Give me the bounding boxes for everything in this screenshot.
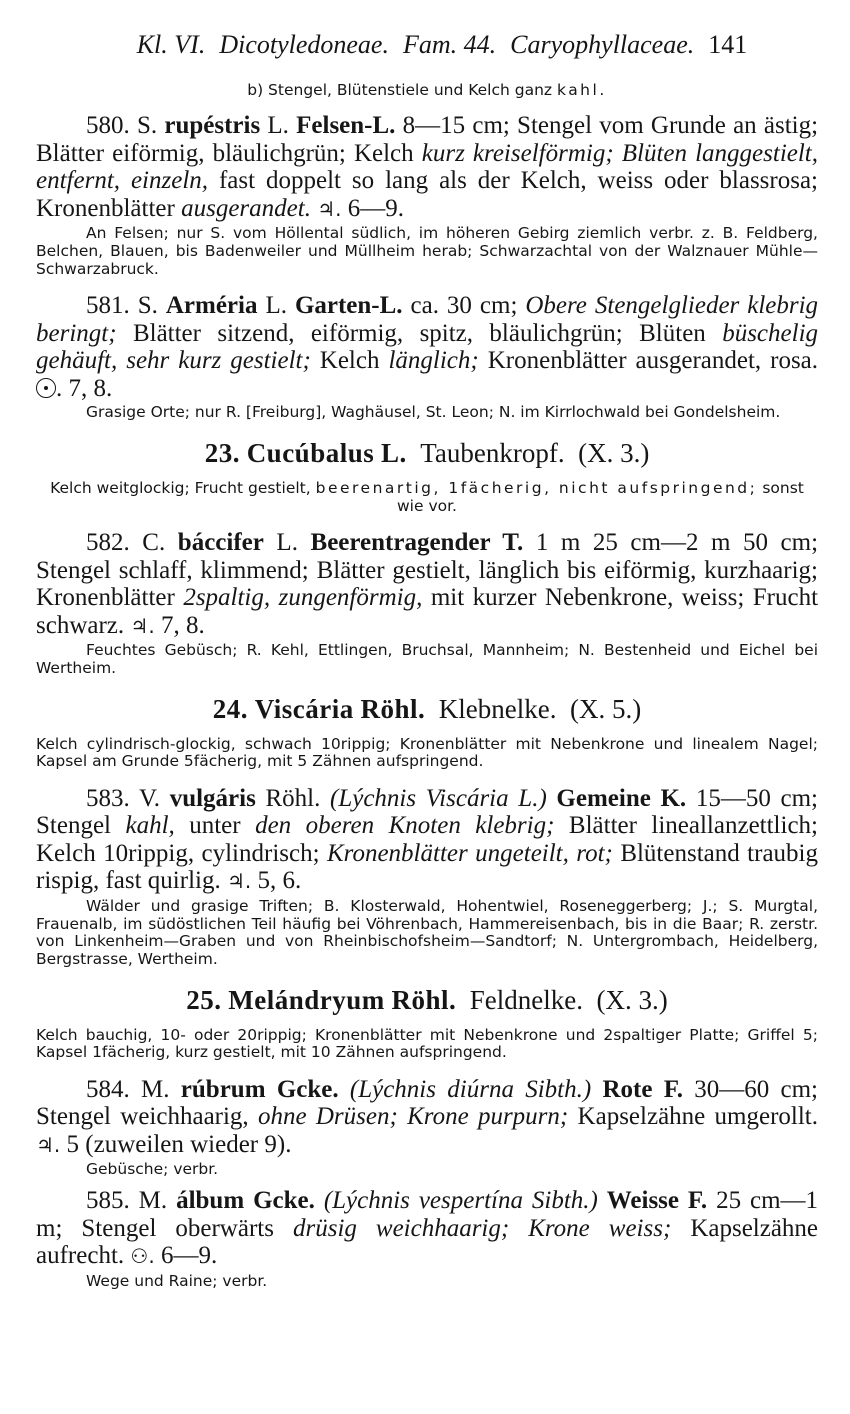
genus-description-24: Kelch cylindrisch-glockig, schwach 10rippig; Kronenblätter mit Nebenkrone und linealem Nagel; Kapsel am Grunde 5fächerig, mit 5 Zähnen aufspringend. [36, 734, 818, 771]
habitat-note-583: Wälder und grasige Triften; B. Klosterwald, Hohentwiel, Roseneggerberg; J.; S. Murgtal, Frauenalb, im südöstlichen Teil häufig bei Vöhrenbach, Hammereisenbach, bis in die Baar; R. zerstr. von Linkenheim—Graben und von Rheinbischofsheim—Sandtorf; N. Untergrombach, Heidelberg, Bergstrasse, Wertheim. [36, 896, 818, 969]
flowering-months: 6—9. [160, 1242, 218, 1270]
genus-heading-23: 23. Cucúbalus L. Taubenkropf. (X. 3.) [204, 438, 650, 469]
species-entry-580: 580. S. rupéstris L. Felsen-L. 8—15 cm; Stengel vom Grunde an ästig; Blätter eiförmig, bläulichgrün; Kelch kurz kreiselförmig; Blüten langgestielt, entfernt, einzeln, fast doppelt so lang als der Kelch, weiss oder blassrosa; Kronenblätter ausgerandet. ♃. 6—9. [36, 112, 819, 222]
species-number: 584. M. [86, 1075, 170, 1103]
common-name: Rote F. [602, 1075, 683, 1103]
species-author: L. [276, 529, 298, 557]
common-name: Felsen-L. [296, 112, 396, 139]
species-name: vulgáris [169, 784, 256, 812]
subsection-heading: b) Stengel, Blütenstiele und Kelch ganz kahl. [247, 81, 607, 99]
species-author: Röhl. [265, 784, 321, 812]
species-author: L. [267, 112, 289, 139]
header-class: Kl. VI. [136, 30, 206, 59]
flowering-months: 5, 6. [257, 867, 302, 895]
synonym: (Lýchnis diúrna Sibth.) [349, 1075, 592, 1103]
genus-common-name: Feldnelke. [469, 984, 584, 1015]
species-entry-581: 581. S. Arméria L. Garten-L. ca. 30 cm; Obere Stengelglieder klebrig beringt; Blätter sitzend, eiförmig, spitz, bläulichgrün; Blüten büschelig gehäuft, sehr kurz gestielt; Kelch länglich; Kronenblätter ausgerandet, rosa. . 7, 8. [36, 292, 819, 402]
biennial-symbol: ⚇. [130, 1244, 155, 1269]
species-author: Gcke. [276, 1075, 339, 1103]
genus-heading-24: 24. Viscária Röhl. Klebnelke. (X. 5.) [212, 693, 642, 724]
linnaean-reference: (X. 3.) [596, 984, 668, 1015]
species-entry-584: 584. M. rúbrum Gcke. (Lýchnis diúrna Sibth.) Rote F. 30—60 cm; Stengel weichhaarig, ohne Drüsen; Krone purpurn; Kapselzähne umgerollt. ♃. 5 (zuweilen wieder 9). [36, 1075, 819, 1158]
species-entry-583: 583. V. vulgáris Röhl. (Lýchnis Viscária L.) Gemeine K. 15—50 cm; Stengel kahl, unter den oberen Knoten klebrig; Blätter lineallanzettlich; Kelch 10rippig, cylindrisch; Kronenblätter ungeteilt, rot; Blütenstand traubig rispig, fast quirlig. ♃. 5, 6. [36, 784, 818, 895]
header-family: Caryophyllaceae. [510, 30, 695, 59]
species-entry-582: 582. C. báccifer L. Beerentragender T. 1 m 25 cm—2 m 50 cm; Stengel schlaff, klimmend; Blätter gestielt, länglich bis eiförmig, kurzhaarig; Kronenblätter 2spaltig, zungenförmig, mit kurzer Nebenkrone, weiss; Frucht schwarz. ♃. 7, 8. [36, 529, 819, 639]
running-header [36, 30, 818, 66]
common-name: Weisse F. [606, 1187, 708, 1215]
genus-common-name: Taubenkropf. [420, 438, 565, 469]
habitat-note-580: An Felsen; nur S. vom Höllental südlich, im höheren Gebirg ziemlich verbr. z. B. Feldberg, Belchen, Blauen, bis Badenweiler und Müllheim herab; Schwarzachtal von der Walznauer Mühle—Schwarzabruck. [36, 224, 818, 278]
linnaean-reference: (X. 5.) [569, 693, 642, 724]
species-name: Arméria [165, 292, 258, 320]
flowering-months: 7, 8. [160, 611, 205, 639]
perennial-symbol: ♃. [36, 1132, 61, 1157]
page-number: 141 [708, 30, 748, 59]
species-entry-585: 585. M. álbum Gcke. (Lýchnis vespertína Sibth.) Weisse F. 25 cm—1 m; Stengel oberwärts drüsig weichhaarig; Krone weiss; Kapselzähne aufrecht. ⚇. 6—9. [36, 1187, 819, 1270]
species-number: 583. V. [86, 784, 161, 812]
species-author: Gcke. [253, 1187, 315, 1215]
species-name: báccifer [177, 529, 264, 557]
common-name: Gemeine K. [556, 784, 687, 812]
header-group: Dicotyledoneae. [219, 30, 389, 59]
habitat-note-581: Grasige Orte; nur R. [Freiburg], Waghäusel, St. Leon; N. im Kirrlochwald bei Gondelsheim. [86, 403, 781, 422]
flowering-months: 6—9. [347, 194, 404, 222]
perennial-symbol: ♃. [226, 869, 252, 894]
genus-description-25: Kelch bauchig, 10- oder 20rippig; Kronenblätter mit Nebenkrone und 2spaltiger Platte; Griffel 5; Kapsel 1fächerig, kurz gestielt, mit 10 Zähnen aufspringend. [36, 1025, 818, 1062]
genus-name: Cucúbalus [246, 438, 375, 469]
genus-name: Melándryum [228, 984, 385, 1015]
annual-symbol-icon [36, 378, 56, 398]
species-author: L. [265, 292, 287, 320]
perennial-symbol: ♃. [130, 613, 155, 638]
synonym: (Lýchnis vespertína Sibth.) [323, 1187, 598, 1215]
species-number: 581. S. [86, 292, 158, 320]
genus-description-23: Kelch weitglockig; Frucht gestielt, beerenartig, 1fächerig, nicht aufspringend; sonst wie vor. [50, 479, 804, 515]
habitat-note-582: Feuchtes Gebüsch; R. Kehl, Ettlingen, Bruchsal, Mannheim; N. Bestenheid und Eichel bei Wertheim. [36, 641, 818, 677]
linnaean-reference: (X. 3.) [578, 438, 650, 469]
species-name: rúbrum [180, 1075, 266, 1103]
synonym: (Lýchnis Viscária L.) [330, 784, 547, 812]
genus-heading-25: 25. Melándryum Röhl. Feldnelke. (X. 3.) [186, 984, 668, 1015]
species-number: 585. M. [86, 1187, 168, 1215]
flowering-months: 5 (zuweilen wieder 9). [66, 1130, 292, 1158]
common-name: Garten-L. [294, 292, 403, 320]
genus-name: Viscária [254, 693, 354, 724]
perennial-symbol: ♃. [317, 196, 342, 221]
common-name: Beerentragender T. [310, 529, 524, 557]
habitat-note-585: Wege und Raine; verbr. [86, 1271, 268, 1290]
genus-common-name: Klebnelke. [438, 693, 557, 724]
habitat-note-584: Gebüsche; verbr. [86, 1160, 219, 1179]
species-name: álbum [176, 1187, 245, 1215]
species-number: 580. S. [86, 112, 158, 139]
species-number: 582. C. [86, 529, 166, 557]
flowering-months: 7, 8. [68, 374, 113, 402]
species-name: rupéstris [164, 112, 261, 139]
header-family-number: Fam. 44. [402, 30, 497, 59]
